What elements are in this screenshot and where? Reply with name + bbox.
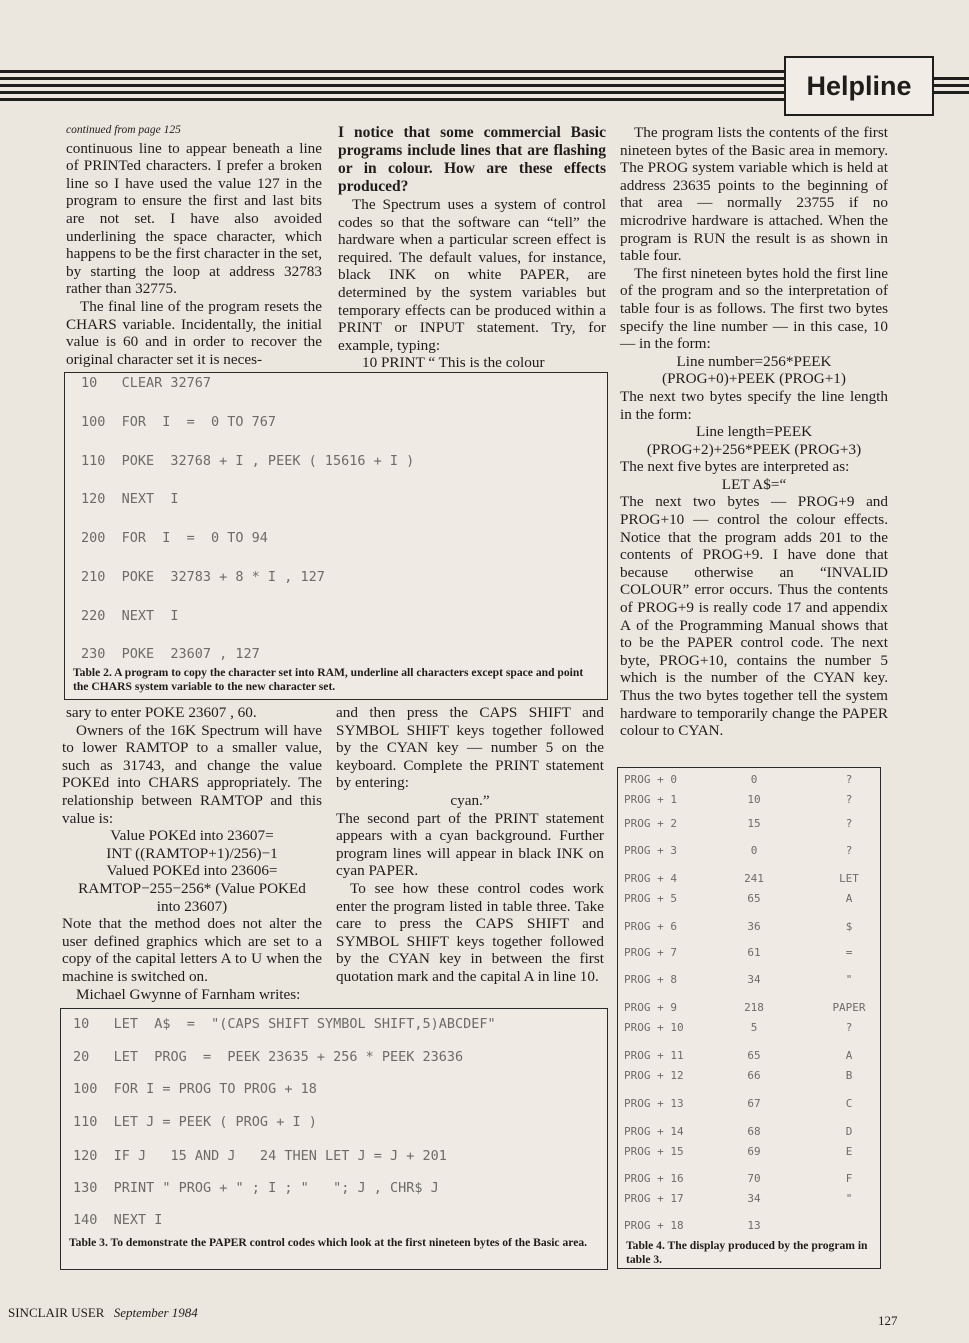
formula: RAMTOP−255−256* (Value POKEd	[78, 879, 306, 897]
magazine-name: SINCLAIR USER	[8, 1305, 105, 1320]
code-line: 220 NEXT I	[81, 608, 179, 624]
table-3	[60, 1008, 608, 1270]
char-cell: D	[845, 1125, 853, 1138]
address-cell: PROG + 15	[624, 1145, 684, 1158]
table-caption: Table 2. A program to copy the character set into RAM, underline all characters except space and point the CHARS system variable to the new character set.	[73, 666, 584, 693]
value-cell: 36	[747, 920, 761, 933]
paragraph: Michael Gwynne of Farnham writes:	[76, 985, 301, 1003]
value-cell: 218	[744, 1001, 764, 1014]
value-cell: 68	[747, 1125, 761, 1138]
footer-publication	[8, 1305, 198, 1321]
code-line: 100 FOR I = PROG TO PROG + 18	[73, 1081, 317, 1097]
value-cell: 34	[747, 1192, 761, 1205]
value-cell: 0	[750, 844, 758, 857]
address-cell: PROG + 8	[624, 973, 677, 986]
code-line: 100 FOR I = 0 TO 767	[81, 414, 277, 430]
char-cell: ?	[845, 773, 853, 786]
right-column	[620, 124, 888, 740]
paragraph: Note that the method does not alter the user defined graphics which are set to a copy of the capital letters A to U when the machine is switched on.	[62, 915, 322, 985]
code-line: 120 NEXT I	[81, 491, 179, 507]
address-cell: PROG + 10	[624, 1021, 684, 1034]
address-cell: PROG + 14	[624, 1125, 684, 1138]
value-cell: 15	[747, 817, 761, 830]
char-cell: A	[845, 1049, 853, 1062]
value-cell: 10	[747, 793, 761, 806]
address-cell: PROG + 3	[624, 844, 677, 857]
code-line: 110 POKE 32768 + I , PEEK ( 15616 + I )	[81, 453, 415, 469]
address-cell: PROG + 1	[624, 793, 677, 806]
code-line: 210 POKE 32783 + 8 * I , 127	[81, 569, 325, 585]
section-title: Helpline	[806, 70, 912, 101]
char-cell: "	[845, 973, 853, 986]
value-cell: 65	[747, 1049, 761, 1062]
value-cell: 66	[747, 1069, 761, 1082]
issue-date: September 1984	[113, 1305, 198, 1320]
continued-note: continued from page 125	[66, 124, 181, 136]
paragraph: The final line of the program resets the CHARS variable. Incidentally, the initial value is 60 and in order to recover the original character set it is neces-	[66, 297, 322, 368]
formula: into 23607)	[156, 897, 228, 915]
table-4	[617, 767, 881, 1269]
code-line: 120 IF J 15 AND J 24 THEN LET J = J + 201	[73, 1148, 447, 1164]
paragraph: continuous line to appear beneath a line of PRINTed characters. I prefer a broken line so I have used the value 127 in the program to ensure the first and last bits are not set. I have also avoided underlining the space character, which happens to be the first character in the set, by starting the loop at address 32783 rather than 32775.	[66, 139, 322, 298]
value-cell: 34	[747, 973, 761, 986]
address-cell: PROG + 13	[624, 1097, 684, 1110]
value-cell: 65	[747, 892, 761, 905]
value-cell: 241	[744, 872, 764, 885]
formula: Valued POKEd into 23606=	[106, 862, 278, 880]
address-cell: PROG + 0	[624, 773, 677, 786]
code-line: 200 FOR I = 0 TO 94	[81, 530, 268, 546]
section-title-box	[784, 56, 934, 116]
paragraph: The second part of the PRINT statement appears with a cyan background. Further program lines will appear in black INK on cyan PAPER.	[336, 809, 604, 880]
char-cell: =	[845, 946, 853, 959]
left-column-top	[66, 122, 322, 368]
char-cell: $	[845, 920, 853, 933]
paragraph: Owners of the 16K Spectrum will have to lower RAMTOP to a smaller value, such as 31743, and change the value POKEd into CHARS appropriately. The relationship between RAMTOP and this value is:	[62, 721, 322, 827]
paragraph: The next two bytes — PROG+9 and PROG+10 — control the colour effects. Notice that the program adds 201 to the contents of PROG+9. I have done that because otherwise an “INVALID COLOUR” error occurs. Thus the contents of PROG+9 is really code 17 and appendix A of the Programming Manual shows that to be the PAPER control code. The next byte, PROG+10, contains the number 5 which is the number of the CYAN key. Thus the two bytes together tell the system hardware to temporarily change the PAPER colour to CYAN.	[620, 493, 888, 740]
code-line: 20 LET PROG = PEEK 23635 + 256 * PEEK 23636	[73, 1049, 464, 1065]
char-cell: E	[845, 1145, 853, 1158]
address-cell: PROG + 11	[624, 1049, 684, 1062]
char-cell: F	[845, 1172, 853, 1185]
middle-column-bottom	[336, 704, 604, 986]
value-cell: 70	[747, 1172, 761, 1185]
char-cell: A	[845, 892, 853, 905]
formula: LET A$=“	[721, 475, 787, 493]
address-cell: PROG + 6	[624, 920, 677, 933]
char-cell: ?	[845, 793, 853, 806]
formula: Value POKEd into 23607=	[110, 827, 274, 845]
left-column-bottom	[62, 704, 322, 1003]
table-caption: Table 4. The display produced by the program in table 3.	[626, 1239, 868, 1266]
char-cell: B	[845, 1069, 853, 1082]
address-cell: PROG + 18	[624, 1219, 684, 1232]
table-2	[64, 372, 608, 700]
char-cell: PAPER	[832, 1001, 866, 1014]
char-cell: "	[845, 1192, 853, 1205]
paragraph: and then press the CAPS SHIFT and SYMBOL SHIFT keys together followed by the CYAN key — number 5 on the keyboard. Complete the PRINT statement by entering:	[336, 704, 604, 792]
char-cell: ?	[845, 1021, 853, 1034]
code-line: 110 LET J = PEEK ( PROG + I )	[73, 1114, 317, 1130]
address-cell: PROG + 7	[624, 946, 677, 959]
code-line: 10 LET A$ = "(CAPS SHIFT SYMBOL SHIFT,5)ABCDEF"	[73, 1016, 496, 1032]
paragraph: The next two bytes specify the line length in the form:	[620, 387, 888, 423]
address-cell: PROG + 5	[624, 892, 677, 905]
formula: Line number=256*PEEK	[676, 352, 832, 370]
code-line: 10 PRINT “ This is the colour	[362, 354, 545, 372]
code-line: 130 PRINT " PROG + " ; I ; " "; J , CHR$ J	[73, 1180, 439, 1196]
address-cell: PROG + 9	[624, 1001, 677, 1014]
formula: Line length=PEEK	[695, 423, 813, 441]
char-cell: ?	[845, 844, 853, 857]
table-caption: Table 3. To demonstrate the PAPER control codes which look at the first nineteen bytes of the Basic area.	[69, 1236, 588, 1249]
formula: INT ((RAMTOP+1)/256)−1	[106, 844, 278, 862]
paragraph: The Spectrum uses a system of control codes so that the software can “tell” the hardware when a particular screen effect is required. The default values, for instance, black INK on white PAPER, are determined by the system variables but temporary effects can be produced within a PRINT or INPUT statement. Try, for example, typing:	[338, 196, 606, 354]
code-line: 10 CLEAR 32767	[81, 375, 212, 391]
code-line: 140 NEXT I	[73, 1212, 163, 1228]
paragraph: To see how these control codes work enter the program listed in table three. Take care to press the CAPS SHIFT and SYMBOL SHIFT keys together followed by the CYAN key in between the first quotation mark and the capital A in line 10.	[336, 879, 604, 985]
address-cell: PROG + 16	[624, 1172, 684, 1185]
formula: cyan.”	[450, 791, 490, 809]
value-cell: 69	[747, 1145, 761, 1158]
middle-column-top	[338, 124, 606, 372]
value-cell: 13	[747, 1219, 761, 1232]
value-cell: 61	[747, 946, 761, 959]
paragraph: The program lists the contents of the first nineteen bytes of the Basic area in memory. The PROG system variable which is held at address 23635 points to the beginning of that area — normally 23755 if no microdrive hardware is attached. When the program is RUN the result is as shown in table four.	[620, 124, 888, 265]
question-heading: I notice that some commercial Basic programs include lines that are flashing or in colour. How are these effects produced?	[338, 124, 606, 195]
char-cell: LET	[839, 872, 859, 885]
paragraph: The next five bytes are interpreted as:	[620, 458, 850, 476]
address-cell: PROG + 17	[624, 1192, 684, 1205]
address-cell: PROG + 12	[624, 1069, 684, 1082]
formula: (PROG+2)+256*PEEK (PROG+3)	[646, 440, 862, 458]
formula: (PROG+0)+PEEK (PROG+1)	[662, 370, 846, 388]
paragraph: sary to enter POKE 23607 , 60.	[66, 704, 257, 721]
paragraph: The first nineteen bytes hold the first line of the program and so the interpretation of table four is as follows. The first two bytes specify the line number — in this case, 10 — in the form:	[620, 264, 888, 353]
page-number: 127	[878, 1313, 898, 1328]
value-cell: 5	[750, 1021, 758, 1034]
code-line: 230 POKE 23607 , 127	[81, 646, 260, 662]
address-cell: PROG + 2	[624, 817, 677, 830]
address-cell: PROG + 4	[624, 872, 677, 885]
value-cell: 67	[747, 1097, 761, 1110]
char-cell: C	[845, 1097, 853, 1110]
value-cell: 0	[750, 773, 758, 786]
char-cell: ?	[845, 817, 853, 830]
